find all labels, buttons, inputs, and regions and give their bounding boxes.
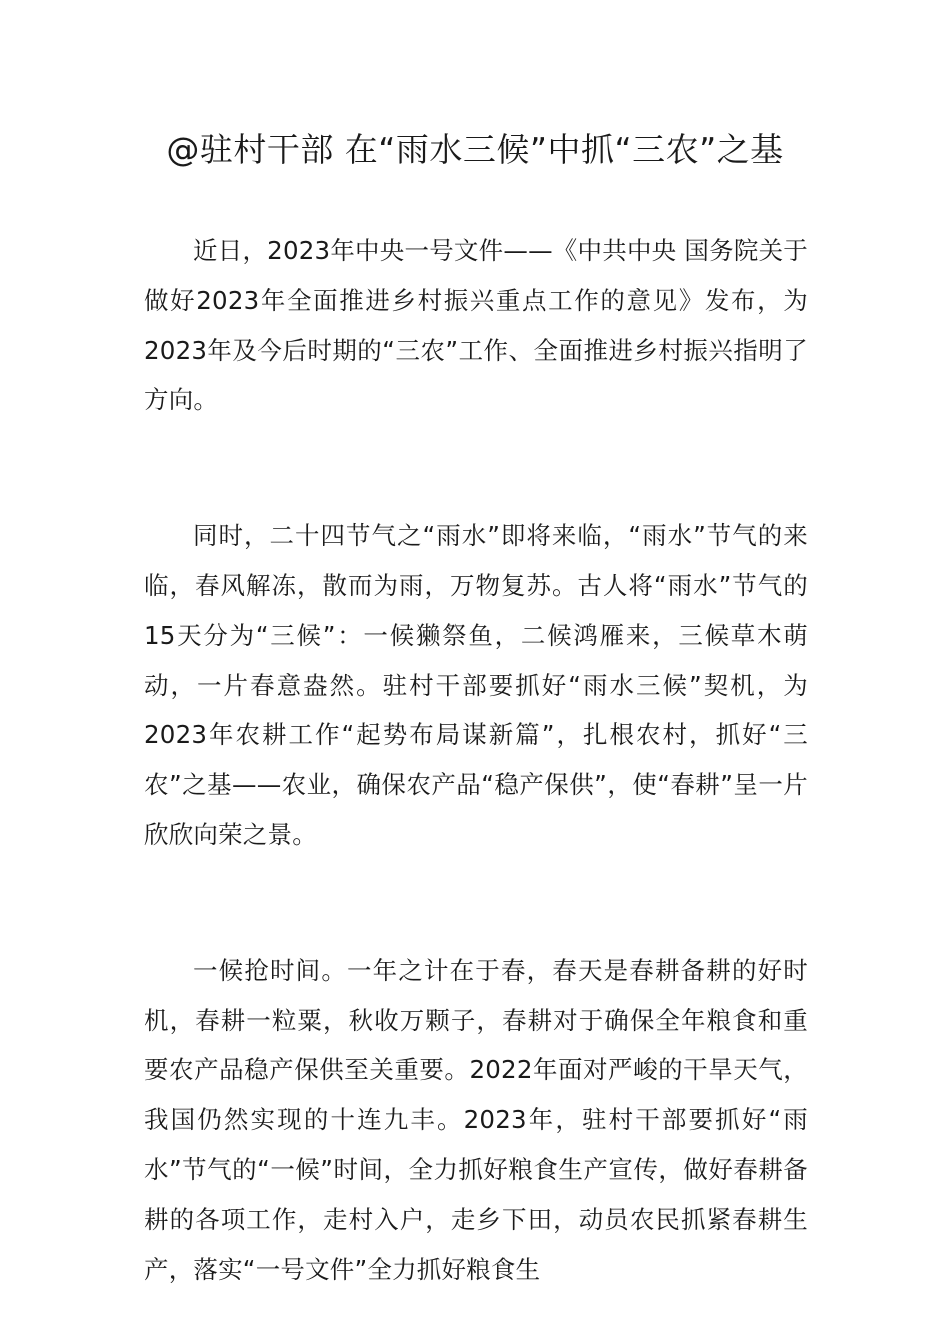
paragraph-1: 近日，2023年中央一号文件——《中共中央 国务院关于做好2023年全面推进乡村振兴重点工作的意见》发布，为2023年及今后时期的“三农”工作、全面推进乡村振兴指明了方向。 <box>144 236 808 415</box>
paragraph-2: 同时，二十四节气之“雨水”即将来临，“雨水”节气的来临，春风解冻，散而为雨，万物复苏。古人将“雨水”节气的15天分为“三候”：一候獭祭鱼，二候鸿雁来，三候草木萌动，一片春意盎然。驻村干部要抓好“雨水三候”契机，为2023年农耕工作“起势布局谋新篇”，扎根农村，抓好“三农”之基——农业，确保农产品“稳产保供”，使“春耕”呈一片欣欣向荣之景。 <box>144 521 808 849</box>
paragraph-3: 一候抢时间。一年之计在于春，春天是春耕备耕的好时机，春耕一粒粟，秋收万颗子，春耕对于确保全年粮食和重要农产品稳产保供至关重要。2022年面对严峻的干旱天气，我国仍然实现的十连九丰。2023年，驻村干部要抓好“雨水”节气的“一候”时间，全力抓好粮食生产宣传，做好春耕备耕的各项工作，走村入户，走乡下田，动员农民抓紧春耕生产，落实“一号文件”全力抓好粮食生 <box>144 955 808 1284</box>
document-body <box>144 226 808 1294</box>
paragraph-spacer <box>144 860 808 946</box>
paragraph-spacer <box>144 425 808 511</box>
document-title: @驻村干部 在“雨水三候”中抓“三农”之基 <box>166 130 784 169</box>
